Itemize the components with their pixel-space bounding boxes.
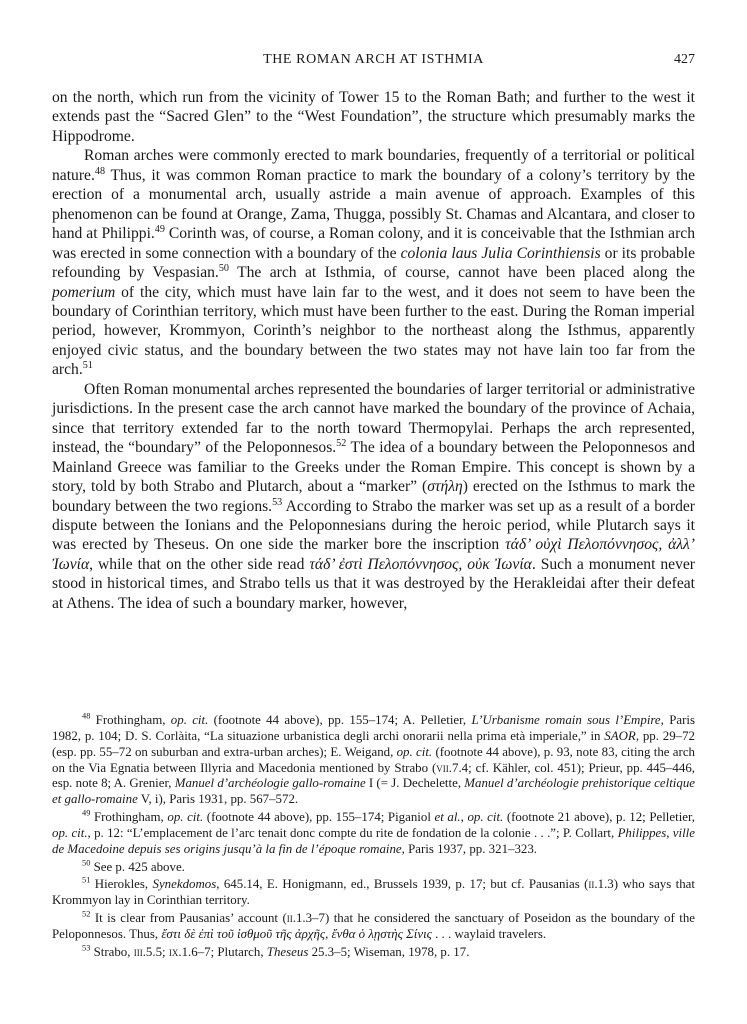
small-caps-text: ii. (286, 911, 296, 926)
small-caps-text: ii. (588, 877, 598, 892)
italic-text: Philippes, ville de Macedoine depuis ses origins jusqu’à la fin de l’époque romaine (52, 825, 695, 856)
text-run: See p. 425 above. (90, 859, 185, 874)
footnote-ref-51[interactable]: 51 (82, 360, 93, 372)
greek-text: στήλη (427, 478, 463, 496)
text-run: 1.3) who says that Krommyon lay in Corinthian territory. (52, 877, 695, 908)
text-run: Frothingham, (90, 713, 171, 727)
footnote-ref-53[interactable]: 53 (272, 496, 283, 508)
text-run: (footnote 21 above), p. 12; Pelletier, (503, 810, 695, 825)
footnote-ref-48[interactable]: 48 (94, 165, 105, 177)
greek-text: ἔστι δὲ ἐπὶ τοῦ ἰσθμοῦ τῆς ἀρχῆς, ἔνθα ὁ λῃστὴς Σίνις (161, 926, 432, 941)
italic-text: L’Urbanisme romain sous l’Empire (471, 713, 661, 727)
italic-text: Manuel d’archéologie gallo-romaine (174, 776, 366, 791)
text-run: Hierokles, (90, 877, 153, 892)
italic-text: Synekdomos (152, 877, 217, 892)
text-run: (footnote 44 above), pp. 155–174; Piganiol (203, 810, 435, 825)
text-run: . . . waylaid travelers. (431, 926, 547, 941)
paragraph (52, 146, 695, 379)
text-run: on the north, which run from the vicinity of Tower 15 to the Roman Bath; and further to the west it extends past the “Sacred Glen” to the “West Foundation”, the structure which presumably marks the Hippodrome. (52, 89, 695, 145)
text-run: Frothingham, (90, 810, 168, 825)
italic-text: Manuel d’archéologie prehistorique celtique et gallo-romaine (52, 776, 695, 807)
text-run: , p. 12: “L’emplacement de l’arc tenait donc compte du rite de fondation de la colonie . . .”; P. Collart, (87, 825, 618, 840)
text-run: It is clear from Pausanias’ account ( (90, 911, 287, 926)
text-run: of the city, which must have lain far to the west, and it does not seem to have been the boundary of Corinthian territory, which must have been further to the east. During the Roman imperial period, however, Krommyon, Corinth’s neighbor to the northeast along the Isthmus, apparently enjoyed civic status, and the boundary between the two states may not have lain too far from the arch. (52, 283, 695, 379)
small-caps-text: vii. (436, 760, 453, 775)
text-run: , 645.14, E. Honigmann, ed., Brussels 1939, p. 17; but cf. Pausanias ( (216, 877, 589, 892)
footnote-number: 49 (82, 808, 91, 818)
text-run: (footnote 44 above), pp. 155–174; A. Pelletier, (208, 713, 472, 727)
footnote-number: 53 (82, 943, 91, 953)
footnote-number: 52 (82, 909, 91, 919)
text-run: , pp. 29–72 (esp. pp. 55–72 on suburban and extra-urban arches); E. Weigand, (52, 728, 695, 759)
text-run: V, i), Paris 1931, pp. 567–572. (137, 792, 299, 807)
text-run: . Such a monument never stood in historical times, and Strabo tells us that it was destroyed by the Herakleidai after their defeat at Athens. The idea of such a boundary marker, however, (52, 555, 695, 612)
text-run: (footnote 44 above), p. 93, note 83, citing the arch on the Via Egnatia between Illyria and Macedonia mentioned by Strabo ( (52, 744, 695, 775)
italic-term: colonia laus Julia Corinthiensis (400, 244, 601, 262)
footnote-ref-52[interactable]: 52 (336, 437, 347, 449)
text-run: Corinth was, of course, a Roman colony, and it is conceivable that the Isthmian arch was erected in some connection with a boundary of the (52, 225, 695, 262)
footnote-49 (52, 810, 695, 858)
text-run: , while that on the other side read (89, 555, 310, 573)
italic-text: op. cit. (167, 810, 204, 825)
text-run: Often Roman monumental arches represented the boundaries of larger territorial or administrative jurisdictions. In the present case the arch cannot have marked the boundary of the province of Achaia, since that territory extended far to the north toward Thermopylai. Perhaps the arch represented, instead, the “boundary” of the Peloponnesos. (52, 380, 695, 457)
text-run: The arch at Isthmia, of course, cannot have been placed along the (228, 264, 695, 282)
main-text (52, 88, 695, 613)
page-number: 427 (674, 52, 695, 67)
text-run: The idea of a boundary between the Peloponnesos and Mainland Greece was familiar to the Greeks under the Roman Empire. This concept is shown by a story, told by both Strabo and Plutarch, about a “marker” ( (52, 439, 695, 496)
footnote-50 (52, 860, 695, 876)
footnote-ref-50[interactable]: 50 (218, 262, 229, 274)
text-run: 25.3–5; Wiseman, 1978, p. 17. (308, 944, 470, 959)
text-run: , Paris 1982, p. 104; D. S. Corlàita, “La situazione urbanistica degli archi onorarii nella prima età imperiale,” in (52, 713, 695, 743)
text-run: 1.3–7) that he considered the sanctuary of Poseidon as the boundary of the Peloponnesos. Thus, (52, 911, 695, 941)
running-header (52, 52, 695, 72)
italic-text: op. cit. (52, 825, 88, 840)
footnote-48 (52, 713, 695, 808)
italic-text: op. cit. (396, 744, 433, 759)
paragraph (52, 88, 695, 146)
footnotes (52, 713, 695, 961)
text-run: , (460, 810, 468, 825)
italic-text: Theseus (266, 944, 309, 959)
footnote-number: 48 (82, 711, 91, 721)
text-run: I (= J. Dechelette, (365, 776, 465, 791)
italic-text: op. cit. (170, 713, 209, 727)
footnote-number: 51 (82, 876, 91, 886)
italic-term: pomerium (52, 283, 116, 301)
small-caps-text: ix. (168, 944, 182, 959)
footnote-53 (52, 945, 695, 961)
footnote-52 (52, 911, 695, 943)
text-run: ) erected on the Isthmus to mark the boundary between the two regions. (52, 478, 695, 515)
greek-inscription: τάδ’ ἐστὶ Πελοπόννησος, οὐκ Ἰωνία (309, 555, 532, 573)
text-run: , Paris 1937, pp. 321–323. (401, 841, 538, 856)
text-run: 7.4; cf. Kähler, col. 451); Prieur, pp. 445–446, esp. note 8; A. Grenier, (52, 760, 695, 791)
text-run: Thus, it was common Roman practice to mark the boundary of a colony’s territory by the erection of a monumental arch, usually astride a main avenue of approach. Examples of this phenomenon can be found at Orange, Zama, Thugga, possibly St. Chamas and Alcantara, and closer to hand at Philippi. (52, 166, 695, 243)
greek-inscription: τάδ’ οὐχὶ Πελοπόννησος, ἀλλ’ Ἰωνία (52, 536, 695, 573)
footnote-ref-49[interactable]: 49 (154, 223, 165, 235)
italic-text: SAOR (604, 728, 636, 743)
paragraph (52, 380, 695, 613)
running-title: THE ROMAN ARCH AT ISTHMIA (263, 52, 484, 67)
text-run: According to Strabo the marker was set up as a result of a border dispute between the Ionians and the Peloponnesians during the heroic period, while Plutarch says it was erected by Theseus. On one side the marker bore the inscription (52, 497, 695, 554)
italic-text: et al. (434, 810, 461, 825)
footnote-number: 50 (82, 858, 91, 868)
text-run: or its probable refounding by Vespasian. (52, 244, 695, 282)
small-caps-text: iii. (133, 944, 146, 959)
footnote-51 (52, 877, 695, 909)
text-run: Roman arches were commonly erected to mark boundaries, frequently of a territorial or political nature. (52, 147, 695, 184)
italic-text: op. cit. (467, 810, 504, 825)
text-run: 1.6–7; Plutarch, (181, 944, 267, 959)
text-run: 5.5; (145, 944, 169, 959)
text-run: Strabo, (90, 944, 134, 959)
